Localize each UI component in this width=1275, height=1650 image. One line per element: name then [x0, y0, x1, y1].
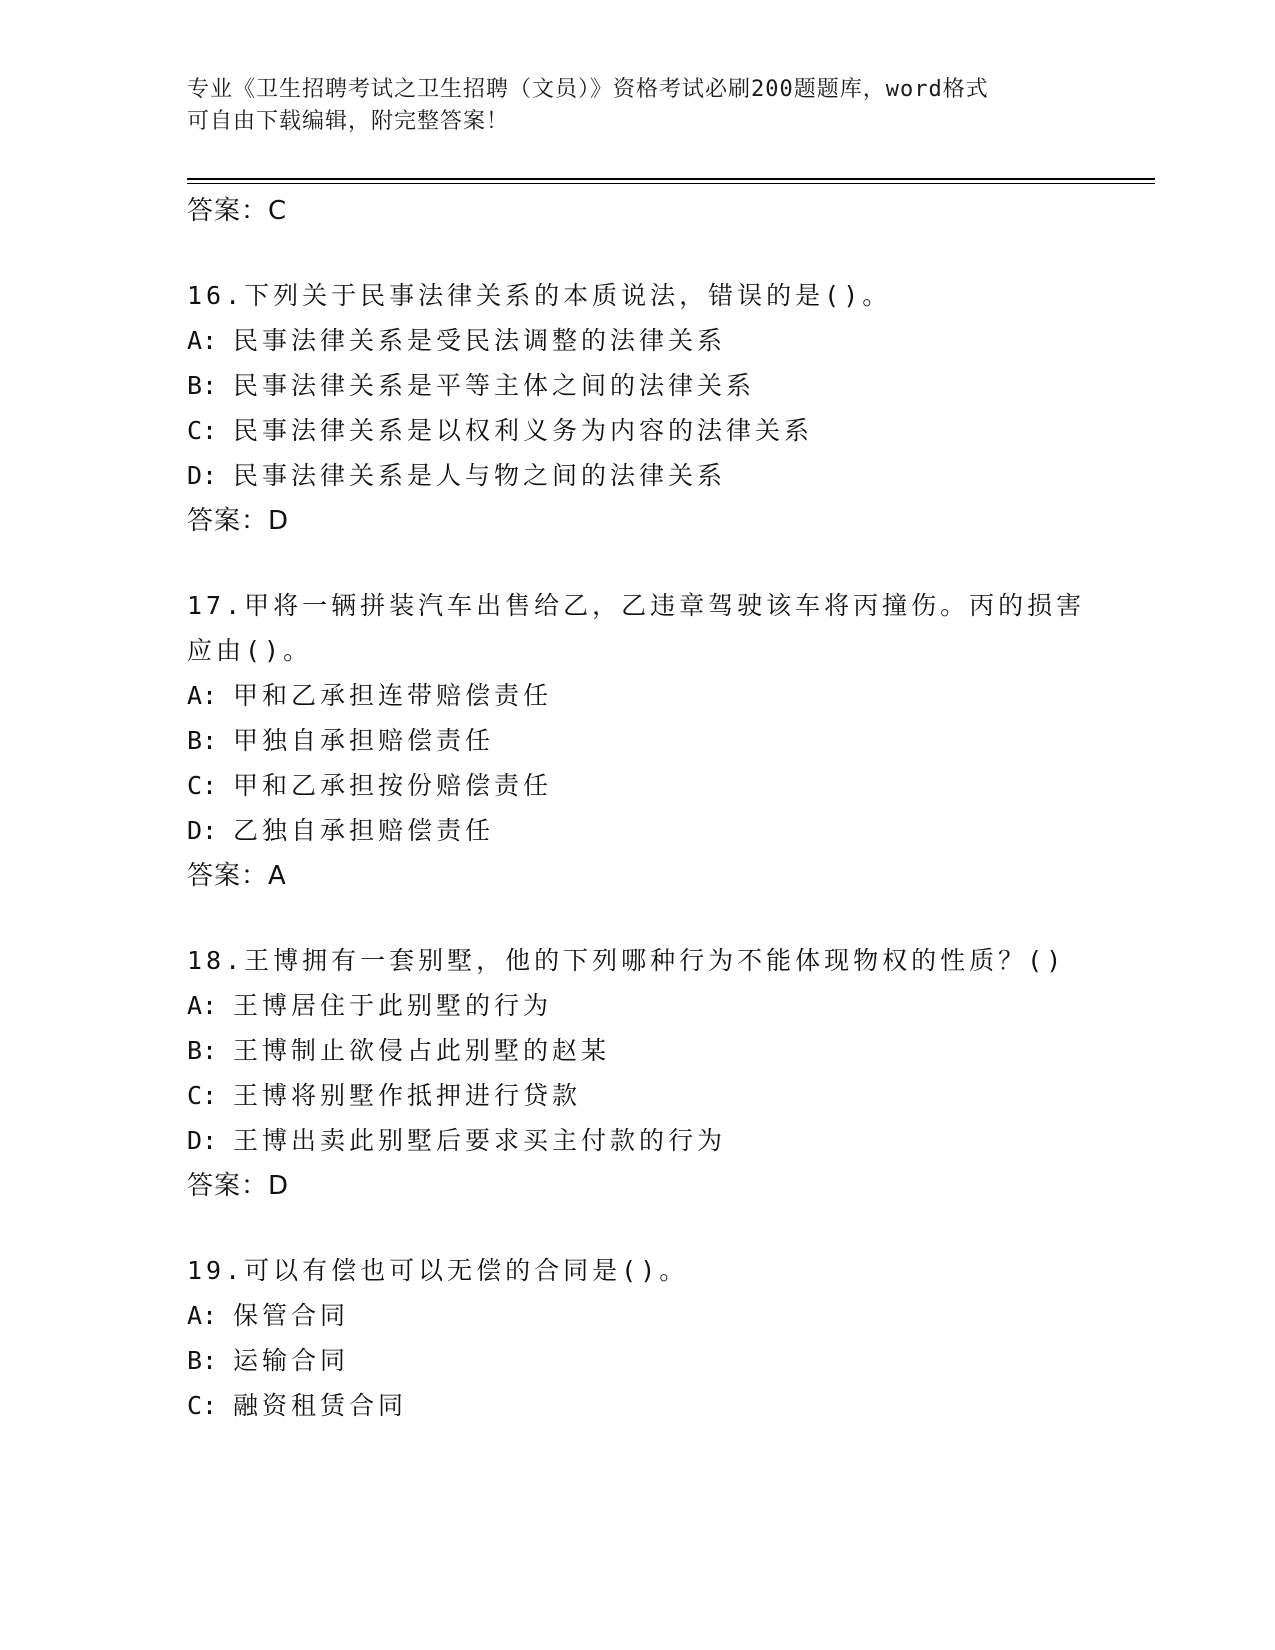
- question-list: [187, 188, 1087, 1428]
- answer-line: 答案：A: [187, 861, 287, 891]
- spacer: [187, 899, 1087, 938]
- spacer: [187, 1209, 1087, 1248]
- option-text: 运输合同: [233, 1346, 350, 1375]
- option-c: [187, 408, 1087, 453]
- option-text: 民事法律关系是人与物之间的法律关系: [233, 461, 727, 490]
- answer-line: 答案：C: [187, 196, 288, 226]
- option-key: D:: [187, 816, 218, 845]
- question-text-continued: 应由()。: [187, 636, 313, 665]
- answer-line: 答案：D: [187, 1171, 290, 1201]
- answer-line: 答案：D: [187, 506, 290, 536]
- option-key: B:: [187, 371, 218, 400]
- option-b: [187, 363, 1087, 408]
- spacer: [187, 234, 1087, 273]
- option-key: C:: [187, 416, 218, 445]
- header-line-1: 专业《卫生招聘考试之卫生招聘（文员）》资格考试必刷200题题库，word格式: [187, 77, 989, 102]
- option-text: 融资租赁合同: [233, 1391, 408, 1420]
- option-text: 王博出卖此别墅后要求买主付款的行为: [233, 1126, 727, 1155]
- option-b: [187, 718, 1087, 763]
- option-text: 民事法律关系是以权利义务为内容的法律关系: [233, 416, 814, 445]
- option-text: 王博居住于此别墅的行为: [233, 991, 553, 1020]
- option-key: B:: [187, 1346, 218, 1375]
- option-key: B:: [187, 726, 218, 755]
- question-block: [187, 273, 1087, 544]
- option-text: 王博制止欲侵占此别墅的赵某: [233, 1036, 611, 1065]
- option-c: [187, 1383, 1087, 1428]
- option-text: 民事法律关系是受民法调整的法律关系: [233, 326, 727, 355]
- option-text: 甲独自承担赔偿责任: [233, 726, 495, 755]
- option-key: A:: [187, 681, 218, 710]
- option-text: 甲和乙承担连带赔偿责任: [233, 681, 553, 710]
- option-text: 民事法律关系是平等主体之间的法律关系: [233, 371, 756, 400]
- option-key: C:: [187, 771, 218, 800]
- question-text: 17.甲将一辆拼装汽车出售给乙，乙违章驾驶该车将丙撞伤。丙的损害: [187, 591, 1086, 620]
- option-d: [187, 453, 1087, 498]
- option-text: 乙独自承担赔偿责任: [233, 816, 495, 845]
- question-text: 18.王博拥有一套别墅，他的下列哪种行为不能体现物权的性质？(): [187, 946, 1066, 975]
- option-a: [187, 1293, 1087, 1338]
- option-b: [187, 1028, 1087, 1073]
- question-block: [187, 583, 1087, 899]
- option-key: C:: [187, 1081, 218, 1110]
- question-text: 19.可以有偿也可以无偿的合同是()。: [187, 1256, 689, 1285]
- option-b: [187, 1338, 1087, 1383]
- option-c: [187, 1073, 1087, 1118]
- option-a: [187, 983, 1087, 1028]
- option-d: [187, 1118, 1087, 1163]
- option-key: D:: [187, 1126, 218, 1155]
- option-key: A:: [187, 326, 218, 355]
- document-header: [187, 74, 1067, 138]
- option-d: [187, 808, 1087, 853]
- option-key: C:: [187, 1391, 218, 1420]
- header-line-2: 可自由下载编辑，附完整答案！: [187, 109, 510, 134]
- option-text: 王博将别墅作抵押进行贷款: [233, 1081, 582, 1110]
- question-block: [187, 1248, 1087, 1428]
- option-text: 甲和乙承担按份赔偿责任: [233, 771, 553, 800]
- option-a: [187, 318, 1087, 363]
- option-c: [187, 763, 1087, 808]
- header-divider-thick: [187, 178, 1155, 180]
- header-divider-thin: [187, 183, 1155, 184]
- option-key: A:: [187, 991, 218, 1020]
- question-block: [187, 938, 1087, 1209]
- option-key: B:: [187, 1036, 218, 1065]
- option-key: A:: [187, 1301, 218, 1330]
- option-a: [187, 673, 1087, 718]
- spacer: [187, 544, 1087, 583]
- option-text: 保管合同: [233, 1301, 350, 1330]
- option-key: D:: [187, 461, 218, 490]
- question-text: 16.下列关于民事法律关系的本质说法，错误的是()。: [187, 281, 892, 310]
